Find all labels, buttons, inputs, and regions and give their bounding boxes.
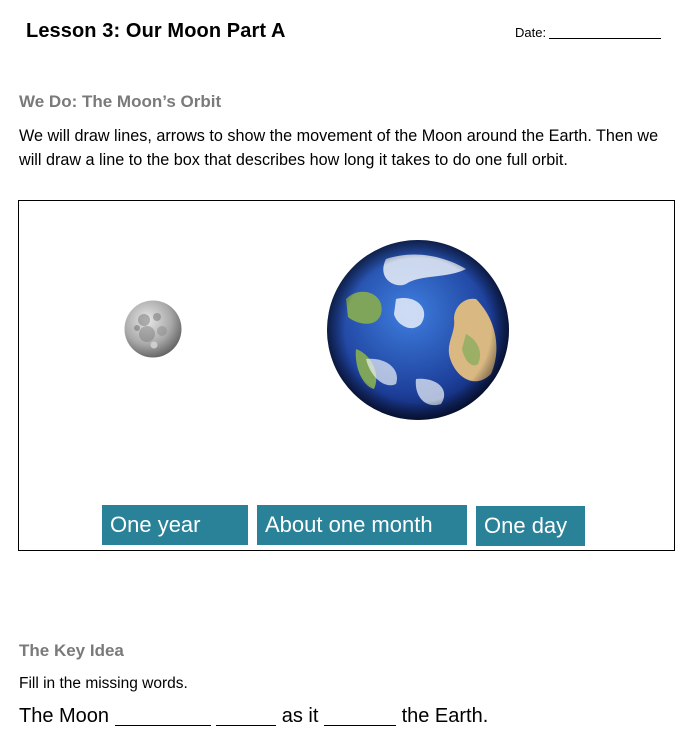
blank-1[interactable] — [115, 707, 211, 726]
option-one-day[interactable]: One day — [476, 506, 585, 546]
date-field — [515, 25, 661, 40]
moon-image — [124, 300, 182, 358]
orbit-diagram-frame — [18, 200, 675, 551]
date-blank[interactable] — [549, 26, 661, 39]
option-one-year[interactable]: One year — [102, 505, 248, 545]
date-label: Date: — [515, 25, 547, 40]
earth-image — [326, 239, 510, 421]
blank-2[interactable] — [216, 707, 276, 726]
fill-in-sentence — [19, 705, 488, 728]
sentence-part-1: The Moon — [19, 705, 110, 727]
key-idea-instruction: Fill in the missing words. — [19, 675, 188, 692]
we-do-instructions: We will draw lines, arrows to show the movement of the Moon around the Earth. Then we will draw a line to the box that describes how long it takes to do one full orbit. — [19, 127, 659, 169]
sentence-part-2: as it — [281, 705, 319, 727]
key-idea-heading: The Key Idea — [19, 641, 124, 660]
we-do-heading: We Do: The Moon’s Orbit — [19, 92, 222, 111]
option-about-one-month[interactable]: About one month — [257, 505, 467, 545]
lesson-title: Lesson 3: Our Moon Part A — [26, 20, 286, 42]
sentence-part-3: the Earth. — [401, 705, 489, 727]
blank-3[interactable] — [324, 707, 396, 726]
